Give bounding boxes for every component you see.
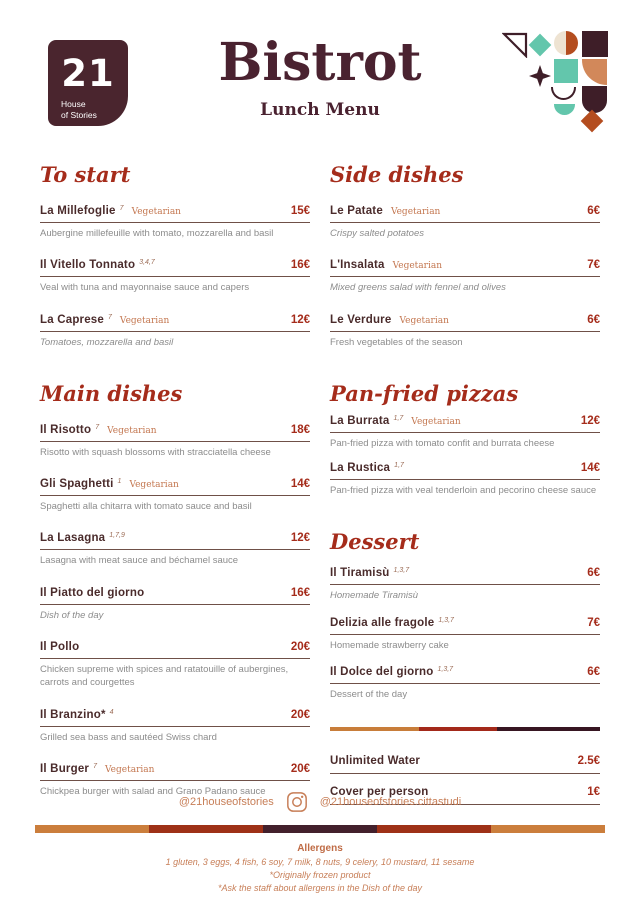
dish-price: 20€: [290, 708, 310, 721]
menu-item-header: [40, 259, 310, 277]
vegetarian-label: Vegetarian: [411, 416, 461, 427]
dish-description: Risotto with squash blossoms with stracciatella cheese: [40, 446, 271, 458]
dish-price: 16€: [290, 586, 310, 599]
section-main-dishes: [40, 381, 310, 798]
dish-name: La Lasagna: [40, 532, 106, 545]
vegetarian-label: Vegetarian: [392, 261, 443, 272]
dish-description: Veal with tuna and mayonnaise sauce and capers: [40, 282, 250, 294]
menu-item-header: [330, 666, 600, 684]
dish-name: Il Pollo: [40, 641, 80, 654]
menu-item-header: [40, 587, 310, 605]
dish-name: Le Patate: [330, 205, 383, 217]
dark-pill-icon: [582, 86, 607, 113]
bar-red-segment: [149, 825, 263, 833]
allergen-superscript: 3,4,7: [139, 259, 155, 267]
instagram-handle-secondary[interactable]: @21houseofstories.cittastudi: [319, 795, 462, 808]
vegetarian-label: Vegetarian: [105, 764, 155, 775]
teal-diamond-icon: [529, 34, 552, 57]
divider-orange-segment: [330, 727, 419, 731]
teal-square-icon: [554, 59, 578, 83]
extra-name: Unlimited Water: [330, 755, 421, 768]
menu-item: [40, 587, 310, 622]
triangle-outline-icon: [502, 32, 528, 58]
rust-diamond-icon: [581, 110, 604, 133]
allergen-superscript: 1,3,7: [438, 616, 454, 624]
allergens-note-frozen: *Originally frozen product: [269, 869, 371, 880]
dish-description: Crispy salted potatoes: [330, 228, 424, 239]
bar-red-segment: [377, 825, 491, 833]
dish-price: 7€: [587, 616, 600, 629]
menu-item: [40, 641, 310, 690]
menu-item: [40, 532, 310, 567]
vegetarian-label: Vegetarian: [399, 315, 449, 326]
allergen-superscript: 7: [93, 762, 97, 770]
menu-item-header: [330, 205, 600, 223]
dish-price: 12€: [580, 414, 600, 427]
dish-description: Tomatoes, mozzarella and basil: [40, 336, 174, 348]
menu-item-header: [40, 205, 310, 223]
dish-name: Il Piatto del giorno: [40, 586, 145, 599]
menu-item: [330, 259, 600, 294]
dish-price: 20€: [290, 641, 310, 654]
dish-name: L'Insalata: [330, 259, 385, 272]
section-pan-fried-pizzas: [330, 381, 600, 498]
menu-item: [40, 709, 310, 744]
dish-price: 20€: [290, 762, 310, 775]
bar-maroon-segment: [263, 825, 377, 833]
social-row: [0, 791, 640, 813]
menu-item-header: [40, 478, 310, 496]
extra-price: 2.5€: [577, 755, 600, 768]
dish-price: 6€: [587, 567, 600, 580]
dish-name: Il Dolce del giorno: [330, 666, 434, 679]
dish-price: 6€: [587, 313, 600, 326]
bar-orange-segment: [491, 825, 605, 833]
menu-item: [330, 462, 600, 497]
dish-description: Homemade Tiramisù: [330, 590, 419, 602]
header: [0, 0, 640, 152]
menu-columns: [0, 152, 640, 817]
dark-square-icon: [582, 31, 608, 57]
section-to-start: [40, 162, 310, 349]
vegetarian-label: Vegetarian: [129, 480, 179, 491]
logo-text: [61, 99, 128, 121]
menu-item-header: [330, 567, 600, 585]
dish-name: Il Branzino*: [40, 708, 106, 721]
allergen-superscript: 7: [108, 313, 112, 321]
dish-description: Dessert of the day: [330, 689, 408, 701]
vegetarian-label: Vegetarian: [390, 207, 441, 217]
left-column: [40, 152, 310, 817]
dish-description: Lasagna with meat sauce and béchamel sauce: [40, 555, 239, 567]
menu-item: [330, 314, 600, 349]
dish-name: Delizia alle fragole: [330, 616, 435, 629]
divider-red-segment: [419, 727, 497, 731]
dish-name: Il Risotto: [40, 423, 92, 436]
menu-item-header: [330, 617, 600, 635]
allergens-block: [0, 843, 640, 895]
footer-color-bar: [35, 825, 605, 833]
menu-item-header: [330, 259, 600, 277]
semicircle-outline-icon: [551, 87, 576, 100]
instagram-icon[interactable]: [286, 791, 308, 813]
extra-name: Cover per person: [330, 786, 429, 799]
section-title: To start: [40, 162, 131, 187]
dish-description: Homemade strawberry cake: [330, 639, 449, 651]
dish-description: Spaghetti alla chitarra with tomato sauce and basil: [40, 501, 252, 513]
menu-item: [40, 424, 310, 459]
menu-item: [40, 205, 310, 240]
dish-price: 12€: [290, 313, 310, 326]
menu-item: [330, 205, 600, 240]
brand-logo: [48, 40, 128, 126]
teal-semicircle-icon: [554, 104, 575, 115]
allergens-note-staff: *Ask the staff about allergens in the Dish of the day: [217, 882, 423, 893]
menu-item-header: [40, 314, 310, 332]
menu-item: [40, 259, 310, 294]
dish-price: 7€: [587, 259, 600, 272]
dish-name: Il Burger: [40, 762, 90, 775]
logo-number: 21: [61, 52, 115, 95]
menu-item: [330, 617, 600, 652]
corner-decoration: [496, 26, 614, 134]
logo-text-line1: House: [61, 99, 86, 109]
extra-item: [330, 755, 600, 774]
four-point-star-icon: [529, 65, 551, 87]
menu-item-header: [40, 532, 310, 550]
menu-item-header: [40, 641, 310, 659]
title-block: [140, 32, 500, 120]
allergen-superscript: 1,3,7: [393, 567, 410, 575]
allergen-superscript: 4: [109, 708, 114, 716]
dish-price: 12€: [290, 532, 310, 545]
dish-price: 18€: [290, 423, 310, 436]
footer: [0, 791, 640, 895]
extra-price: 1€: [587, 786, 600, 799]
section-title: Main dishes: [40, 380, 183, 406]
dish-name: La Burrata: [330, 414, 390, 427]
dish-description: Dish of the day: [40, 609, 104, 621]
allergen-superscript: 1,7: [394, 462, 404, 470]
allergen-superscript: 7: [119, 205, 124, 212]
logo-text-line2: of Stories: [61, 110, 97, 121]
dish-name: Gli Spaghetti: [40, 478, 114, 491]
dish-name: Il Vitello Tonnato: [40, 259, 136, 272]
dish-price: 6€: [587, 666, 600, 679]
right-column: [330, 152, 600, 817]
menu-item: [330, 567, 600, 602]
orange-quarter-icon: [582, 59, 607, 85]
dish-price: 16€: [290, 259, 310, 272]
dish-price: 6€: [587, 205, 600, 217]
allergen-superscript: 1,7: [393, 414, 404, 422]
dish-name: Il Tiramisù: [330, 567, 390, 580]
section-dessert: [330, 529, 600, 701]
allergen-superscript: 7: [95, 423, 100, 431]
dish-description: Pan-fried pizza with tomato confit and burrata cheese: [330, 437, 555, 449]
dish-name: Le Verdure: [330, 313, 392, 326]
vegetarian-label: Vegetarian: [107, 425, 157, 436]
page-subtitle: Lunch Menu: [260, 99, 380, 120]
section-title: Dessert: [330, 529, 420, 555]
tricolor-divider: [330, 727, 600, 731]
section-title: Pan-fried pizzas: [330, 380, 519, 406]
section-side-dishes: [330, 162, 600, 349]
menu-item: [330, 415, 600, 450]
dish-description: Pan-fried pizza with veal tenderloin and pecorino cheese sauce: [330, 485, 597, 497]
divider-maroon-segment: [497, 727, 600, 731]
menu-item-header: [330, 462, 600, 480]
allergen-superscript: 1,3,7: [437, 666, 454, 674]
menu-item: [330, 666, 600, 701]
dish-description: Chickpea burger with salad and Grano Padano sauce: [40, 785, 266, 797]
dish-name: La Rustica: [330, 462, 391, 475]
dish-description: Chicken supreme with spices and ratatouille of aubergines, carrots and courgettes: [40, 664, 289, 689]
allergen-superscript: 1: [117, 478, 122, 486]
vegetarian-label: Vegetarian: [131, 207, 181, 217]
instagram-handle-primary[interactable]: @21houseofstories: [178, 795, 274, 808]
allergen-superscript: 1,7,9: [109, 532, 125, 540]
menu-item-header: [40, 424, 310, 442]
dish-name: La Caprese: [40, 313, 105, 326]
dish-description: Aubergine millefeuille with tomato, mozzarella and basil: [40, 228, 274, 239]
dish-description: Grilled sea bass and sautéed Swiss chard: [40, 731, 217, 743]
section-title: Side dishes: [330, 162, 464, 187]
dish-price: 14€: [290, 478, 310, 491]
allergens-title: Allergens: [297, 842, 343, 854]
split-circle-icon: [554, 31, 578, 55]
menu-item-header: [330, 314, 600, 332]
menu-item-header: [40, 709, 310, 727]
page-title: Bistrot: [218, 32, 422, 93]
dish-name: La Millefoglie: [40, 205, 116, 217]
dish-description: Mixed greens salad with fennel and olives: [330, 282, 506, 294]
menu-item: [40, 478, 310, 513]
menu-item-header: [40, 763, 310, 781]
menu-item-header: [330, 415, 600, 433]
dish-price: 15€: [290, 205, 310, 217]
vegetarian-label: Vegetarian: [119, 315, 170, 326]
menu-item: [40, 314, 310, 349]
allergens-list: 1 gluten, 3 eggs, 4 fish, 6 soy, 7 milk, 8 nuts, 9 celery, 10 mustard, 11 sesame: [165, 856, 475, 867]
bar-orange-segment: [35, 825, 149, 833]
dish-price: 14€: [580, 462, 600, 475]
dish-description: Fresh vegetables of the season: [330, 336, 463, 348]
